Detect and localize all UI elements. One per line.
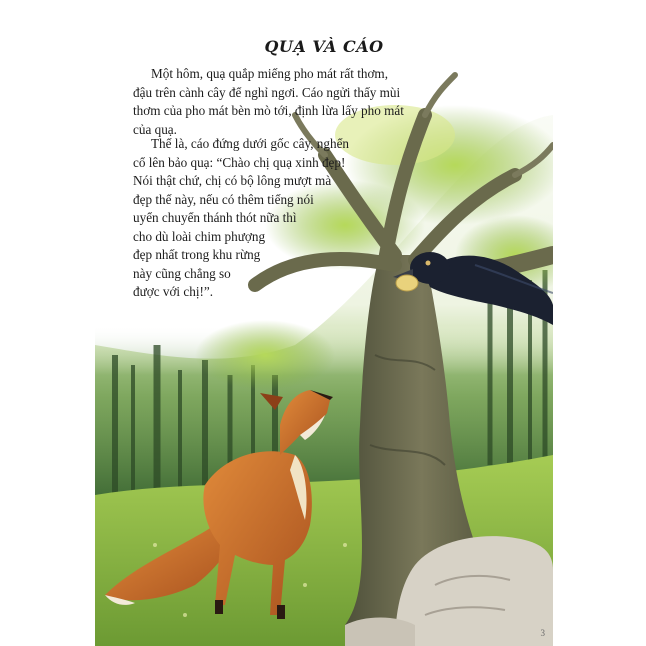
story-line: uyển chuyển thánh thót nữa thì: [133, 210, 297, 225]
story-paragraph-2: [133, 135, 349, 302]
story-line: cổ lên bảo quạ: “Chào chị quạ xinh đẹp!: [133, 154, 346, 170]
story-line: Một hôm, quạ quắp miếng pho mát rất thơm,: [151, 66, 388, 81]
cheese-icon: [396, 275, 418, 291]
story-line: đẹp thế này, nếu có thêm tiếng nói: [133, 191, 314, 207]
story-line: cho dù loài chim phượng: [133, 228, 266, 244]
story-line: Thế là, cáo đứng dưới gốc cây, nghển: [151, 136, 350, 151]
story-line: này cũng chẳng so: [133, 265, 231, 281]
storybook-page: [95, 25, 553, 646]
story-line: đẹp nhất trong khu rừng: [133, 247, 261, 262]
page-number: 3: [540, 628, 545, 638]
story-line: Nói thật chứ, chị có bộ lông mượt mà: [133, 173, 332, 188]
story-line: thơm của pho mát bèn mò tới, định lừa lấy pho mát: [133, 103, 404, 118]
story-line: của quạ.: [133, 121, 177, 137]
story-line: được với chị!”.: [133, 284, 214, 299]
story-paragraph-1: [133, 65, 404, 139]
story-title: QUẠ VÀ CÁO: [264, 37, 384, 56]
story-line: đậu trên cành cây để nghỉ ngơi. Cáo ngửi thấy mùi: [133, 84, 401, 100]
